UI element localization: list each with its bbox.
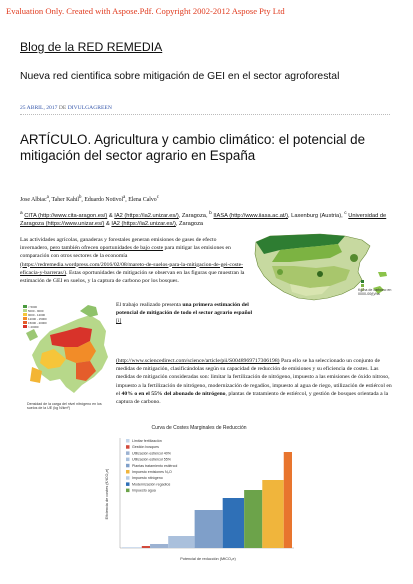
chart-bar: [168, 536, 194, 548]
map-left-legend: [28, 305, 47, 329]
author-sup: a: [46, 195, 49, 200]
chart-legend-label: Limitar fertilización: [132, 439, 162, 443]
study-paragraph: [116, 301, 256, 326]
meta-by: DE: [58, 105, 67, 111]
post-title: Nueva red cientifica sobre mitigación de GEI en el sector agroforestal: [20, 71, 340, 82]
meta-divider: [20, 114, 390, 115]
post-date-link[interactable]: 25 ABRIL, 2017: [20, 105, 58, 111]
chart-bar: [223, 498, 244, 548]
blog-title-link[interactable]: Blog de la RED REMEDIA: [20, 40, 163, 54]
marginal-cost-chart: [98, 420, 300, 566]
body-text: para mitigar las emisiones en comparación con otros sectores de la economía: [20, 245, 231, 260]
author-sup: c: [156, 195, 159, 200]
body-bold: 40% o en el 55% del abonado de nitrógeno: [121, 390, 226, 397]
map-left-legend-item: 15000 - 20000: [28, 321, 47, 325]
map-left-legend-item: > 20000: [28, 325, 39, 329]
chart-legend-label: Utilización estiércol 40%: [132, 451, 171, 456]
chart-legend-swatch: [126, 476, 130, 480]
body-link-remedia[interactable]: (https://redremedia.wordpress.com/2016/02/08/mareto-de-suelos-para-la-mitigacion-de-gei-coste-eficacia-y-barreras/): [20, 261, 243, 276]
body-text: Para ello se ha seleccionado un conjunto de medidas de mitigación, clasificándolas según su capacidad de reducción de emisiones y su eficiencia de costes. Las medidas de mitigación consideradas son: limitar la fertilización de nitrógeno, impuesto a las emisiones de óxido nitroso, impuesto a la fertilización de nitrógeno, modernización de regadíos, impuesto al agua de riego, utilización de estiércol en el: [116, 358, 392, 397]
aff-sup: b: [209, 211, 212, 216]
aff-link-cita[interactable]: CITA (http://www.cita-aragon.es/): [24, 212, 108, 219]
chart-bar: [150, 544, 168, 548]
aff-text: , Zaragoza,: [178, 212, 208, 219]
map-left-legend-item: 12000 - 15000: [28, 317, 47, 321]
chart-legend-label: Plantas tratamiento estiércol: [132, 463, 178, 468]
chart-legend-swatch: [126, 445, 130, 449]
chart-x-label: Potencial de reducción (MtCO₂e): [180, 557, 236, 561]
chart-legend-swatch: [126, 464, 130, 468]
chart-y-label: Eficiencia de costes (€/tCO₂e): [105, 468, 109, 520]
author-name: Taher Kahil: [51, 196, 79, 203]
footnote-link[interactable]: [i]: [116, 318, 122, 325]
post-meta: [20, 105, 112, 111]
body-text: Las actividades agrícolas, ganaderas y forestales generan emisiones de gases de efecto invernadero,: [20, 237, 217, 252]
body-link[interactable]: pero también ofrecen oportunidades de bajo coste: [50, 245, 164, 252]
author-sup: a: [123, 195, 126, 200]
chart-legend-label: Modernización regadíos: [132, 482, 171, 487]
author-name: Elena Calvo: [128, 196, 157, 203]
chart-legend-label: Impuesto emisiones N₂O: [132, 470, 172, 474]
evaluation-watermark: Evaluation Only. Created with Aspose.Pdf. Copyright 2002-2012 Aspose Pty Ltd: [6, 6, 285, 16]
body-bold: una primera estimación del potencial de mitigación de todo el sector agrario español: [116, 302, 253, 317]
post-author-link[interactable]: DIVULGAGREEN: [67, 105, 112, 111]
author-name: Jose Albiac: [20, 196, 47, 203]
aff-text: , Laxenburg (Austria),: [288, 212, 343, 219]
chart-legend-swatch: [126, 458, 130, 462]
chart-title: Curva de Costes Marginales de Reducción: [151, 425, 247, 431]
chart-bar: [122, 547, 142, 548]
chart-legend-swatch: [126, 482, 130, 486]
author-list: Jose Albiac$^a$, Taher Kahil$^b$, Eduardo Notivol$^a$, Elena Calvo$^c$: [20, 195, 159, 203]
sciencedirect-link[interactable]: (http://www.sciencedirect.com/science/article/pii/S0048969717306198): [116, 358, 280, 364]
chart-bar: [244, 490, 262, 548]
aff-amp: &: [108, 212, 113, 219]
chart-bar: [284, 452, 292, 548]
body-text: . Estas oportunidades de mitigación se observan en las figuras que muestran la estimación de GEI en suelos, y la captura de carbono por los bosques.: [20, 269, 245, 285]
chart-legend-label: Impuesto nitrógeno: [132, 476, 163, 481]
chart-legend-label: Gestión bosques: [132, 445, 159, 450]
chart-bar: [262, 480, 283, 548]
chart-legend-swatch: [126, 439, 130, 443]
aff-link-unizar[interactable]: Universidad de Zaragoza (https://www.unizar.es/): [20, 212, 387, 228]
chart-legend-swatch: [126, 470, 130, 474]
aff-text: , Zaragoza: [175, 221, 204, 228]
map-right-legend: Kg/ha de carbono en 0000-00(t)/ha: [358, 288, 392, 297]
aff-link-ia2-2[interactable]: IA2 (https://ia2.unizar.es/): [111, 221, 176, 228]
aff-link-ia2[interactable]: IA2 (https://ia2.unizar.es/): [114, 212, 179, 219]
chart-legend-swatch: [126, 489, 130, 493]
map-left-legend-item: 9000 - 12000: [28, 313, 46, 317]
author-sup: b: [78, 195, 82, 200]
aff-sup: a: [20, 211, 23, 216]
body-text: , plantas de tratamiento de estiércol, y gestión de bosques orientada a la captura de carbono.: [116, 390, 389, 406]
intro-paragraph: [20, 236, 245, 285]
aff-amp: &: [106, 221, 110, 228]
author-name: Eduardo Notivol: [84, 196, 124, 203]
map-left-legend-item: < 5000: [28, 305, 37, 309]
aff-sup: c: [344, 211, 347, 216]
chart-legend-swatch: [126, 451, 130, 455]
chart-legend-label: Utilización estiércol 55%: [132, 457, 171, 462]
aff-link-iiasa[interactable]: IIASA (http://www.iiasa.ac.at/): [213, 212, 288, 219]
map-left-caption: Densidad de la carga del nivel nitrógeno en los suelos de la UE (kg N/km²): [27, 402, 102, 411]
chart-bar: [142, 546, 150, 548]
measures-paragraph: [116, 357, 394, 406]
body-text: El trabajo realizado presenta: [116, 302, 181, 308]
chart-bar: [195, 510, 223, 548]
map-left-legend-item: 5000 - 9000: [28, 309, 44, 313]
article-title: ARTÍCULO. Agricultura y cambio climático: el potencial de mitigación del sector agrario en España: [20, 132, 366, 163]
chart-legend-label: Impuesto agua: [132, 488, 156, 493]
affiliations: [20, 210, 395, 229]
